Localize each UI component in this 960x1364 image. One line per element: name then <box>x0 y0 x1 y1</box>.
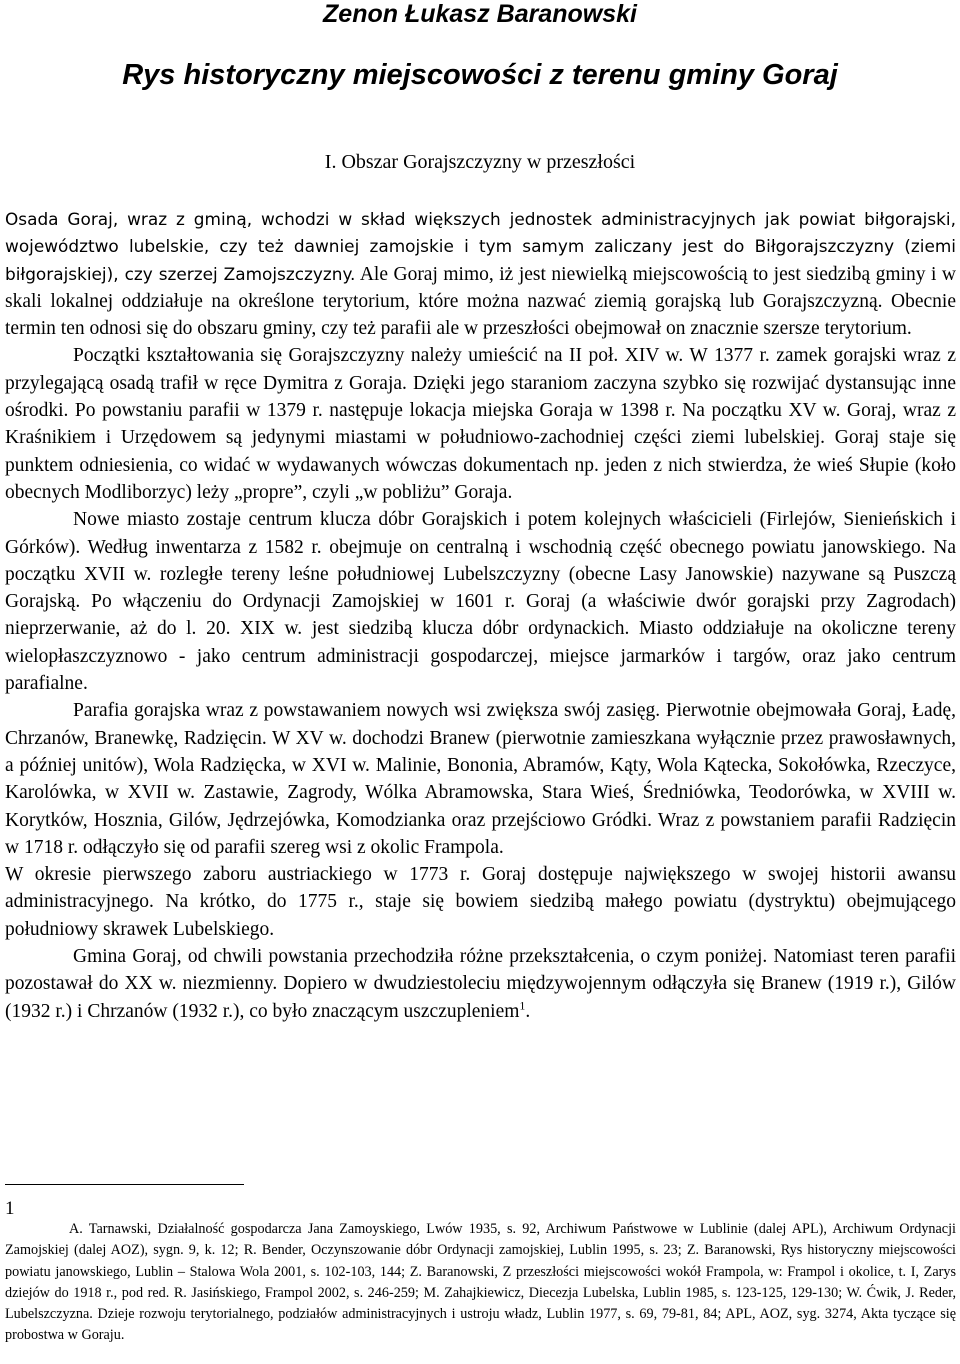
paragraph-5: W okresie pierwszego zaboru austriackiego w 1773 r. Goraj dostępuje największego w swojej historii awansu administracyjnego. Na krótko, do 1775 r., staje się bowiem siedzibą małego powiatu (dystryktu) obejmującego południowy skrawek Lubelskiego. <box>5 864 956 940</box>
footnote-text: A. Tarnawski, Działalność gospodarcza Jana Zamoyskiego, Lwów 1935, s. 92, Archiwum Państwowe w Lublinie (dalej APL), Archiwum Ordynacji Zamojskiej (dalej AOZ), sygn. 9, k. 12; R. Bender, Oczynszowanie dóbr Ordynacji zamojskiej, Lublin 1995, s. 23; Z. Baranowski, Rys historyczny miejscowości powiatu janowskiego, Lublin – Stalowa Wola 2001, s. 102-103, 144; Z. Baranowski, Z przeszłości miejscowości wokół Frampola, w: Frampol i okolice, t. I, Zarys dziejów do 1918 r., pod red. R. Jasińskiego, Frampol 2002, s. 246-259; M. Zahajkiewicz, Diecezja Lubelska, Lublin 1985, s. 123-125, 129-130; W. Ćwik, J. Reder, Lubelszczyzna. Dzieje rozwoju terytorialnego, podziałów administracyjnych i ustroju władz, Lublin 1977, s. 69, 79-81, 84; APL, AOZ, syg. 3274, Akta tyczące się probostwa w Goraju. <box>5 1221 956 1344</box>
chapter-heading: I. Obszar Gorajszczyzny w przeszłości <box>324 151 636 173</box>
paragraph-6-end: . <box>525 1000 531 1022</box>
paragraph-1-sans-part: Osada Goraj, wraz z gminą, wchodzi w skład większych jednostek administracyjnych jak powiat biłgorajski, województwo lubelskie, czy też dawniej zamojskie i tym samym zaliczany jest do Biłgorajszczyzny (ziemi biłgorajskiej), czy szerzej Zamojszczyzny. <box>5 209 956 284</box>
footnote-reference[interactable]: 1 <box>519 998 526 1013</box>
paragraph-4: Parafia gorajska wraz z powstawaniem nowych wsi zwiększa swój zasięg. Pierwotnie obejmowała Goraj, Ładę, Chrzanów, Branewkę, Radzięcin. W XV w. dochodzi Branew (pierwotnie zamieszkana wyłącznie przez prawosławnych, a później unitów), Wola Radzięcka, w XVI w. Malinie, Bononia, Abramów, Kąty, Wola Kątecka, Sokołówka, Rzeczyce, Karolówka, w XVII w. Zastawie, Zagrody, Wólka Abramowska, Stara Wieś, Średniówka, Teodorówka, w XVIII w. Korytków, Hosznia, Gilów, Jędrzejówka, Komodzianka oraz przejściowo Gródki. Wraz z powstaniem parafii Radzięcin w 1718 r. odłączyło się od parafii szereg wsi z okolic Frampola. <box>5 700 956 858</box>
document-title: Rys historyczny miejscowości z terenu gminy Goraj <box>122 59 838 91</box>
body-text <box>5 206 956 1025</box>
paragraph-3: Nowe miasto zostaje centrum klucza dóbr Gorajskich i potem kolejnych właścicieli (Firlejów, Sienieńskich i Górków). Według inwentarza z 1582 r. obejmuje on centralną i wschodnią część obecnego powiatu janowskiego. Na początku XVII w. rozległe tereny leśne południowej Lubelszczyzny (obecne Lasy Janowskie) nazywane są Puszczą Gorajską. Po włączeniu do Ordynacji Zamojskiej w 1601 r. Goraj (a właściwie dwór gorajski przy Zagrodach) nieprzerwanie, aż do l. 20. XIX w. jest siedzibą klucza dóbr ordynackich. Miasto oddziałuje na okoliczne tereny wielopłaszczyznowo - jako centrum administracji gospodarczej, miejsce jarmarków i targów, oraz jako centrum parafialne. <box>5 509 956 695</box>
paragraph-1-serif-part: Ale Goraj mimo, iż jest niewielką miejscowością to jest siedzibą gminy i w skali lokalnej oddziałuje na określone terytorium, które można nazwać ziemią gorajską lub Gorajszczyzną. Obecnie termin ten odnosi się do obszaru gminy, czy też parafii ale w przeszłości obejmował on znacznie szersze terytorium. <box>5 263 956 340</box>
paragraph-6-text: Gmina Goraj, od chwili powstania przechodziła różne przekształcenia, o czym poniżej. Natomiast teren parafii pozostawał do XX w. niezmienny. Dopiero w dwudziestoleciu międzywojennym odłączyła się Branew (1919 r.), Gilów (1932 r.) i Chrzanów (1932 r.), co było znaczącym uszczupleniem <box>5 946 956 1022</box>
paragraph-1 <box>5 206 956 342</box>
document-author: Zenon Łukasz Baranowski <box>323 0 637 28</box>
paragraph-2: Początki kształtowania się Gorajszczyzny należy umieścić na II poł. XIV w. W 1377 r. zamek gorajski wraz z przylegającą osadą trafił w ręce Dymitra z Goraja. Dzięki jego staraniom zaczyna szybko się rozwijać dystansując inne ośrodki. Po powstaniu parafii w 1379 r. następuje lokacja miejska Goraja w 1398 r. Na początku XV w. Goraj, wraz z Kraśnikiem i Urzędowem są jedynymi miastami w południowo-zachodniej części ziemi lubelskiej. Goraj staje się punktem odniesienia, co widać w wydawanych wówczas dokumentach np. jeden z nich stwierdza, że wieś Słupie (koło obecnych Modliborzyc) leży „propre”, czyli „w pobliżu” Goraja. <box>5 345 956 503</box>
paragraph-6 <box>5 943 956 1025</box>
footnote-separator <box>5 1184 244 1185</box>
footnote-number: 1 <box>5 1198 15 1219</box>
